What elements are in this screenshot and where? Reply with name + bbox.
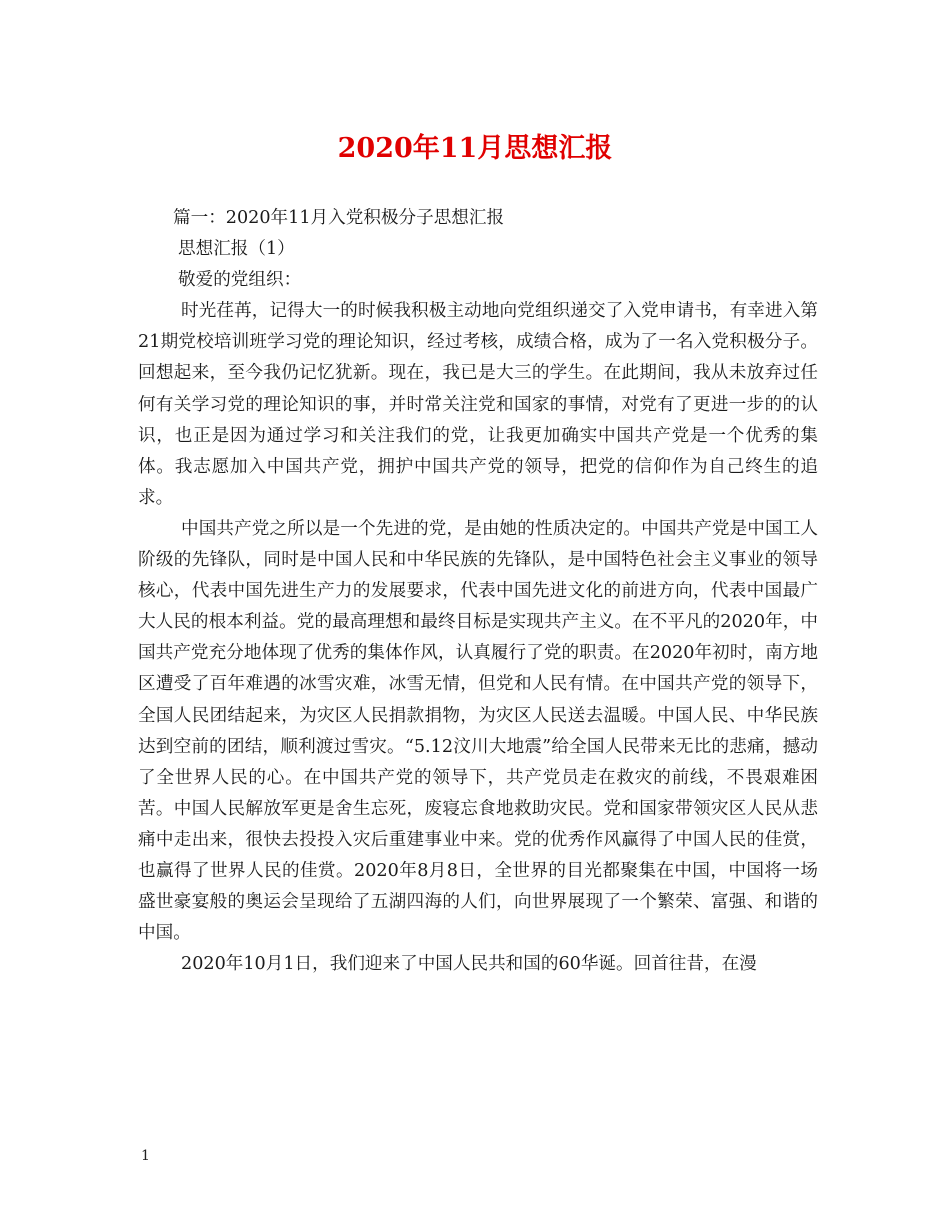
report-subtitle: 思想汇报（1） xyxy=(178,239,295,260)
body-paragraph: 中国共产党之所以是一个先进的党，是由她的性质决定的。中国共产党是中国工人阶级的先锋队，同时是中国人民和中华民族的先锋队，是中国特色社会主义事业的领导核心，代表中国先进生产力的发展要求，代表中国先进文化的前进方向，代表中国最广大人民的根本利益。党的最高理想和最终目标是实现共产主义。在不平凡的2020年，中国共产党充分地体现了优秀的集体作风，认真履行了党的职责。在2020年初时，南方地区遭受了百年难遇的冰雪灾难，冰雪无情，但党和人民有情。在中国共产党的领导下，全国人民团结起来，为灾区人民捐款捐物，为灾区人民送去温暖。中国人民、中华民族达到空前的团结，顺利渡过雪灾。“5.12汶川大地震”给全国人民带来无比的悲痛，撼动了全世界人民的心。在中国共产党的领导下，共产党员走在救灾的前线，不畏艰难困苦。中国人民解放军更是舍生忘死，废寝忘食地救助灾民。党和国家带领灾区人民从悲痛中走出来，很快去投投入灾后重建事业中来。党的优秀作风赢得了中国人民的佳赏，也赢得了世界人民的佳赏。2020年8月8日，全世界的目光都聚集在中国，中国将一场盛世豪宴般的奥运会呈现给了五湖四海的人们，向世界展现了一个繁荣、富强、和谐的中国。 xyxy=(138,518,818,944)
page-number: 1 xyxy=(141,1148,150,1164)
document-body xyxy=(138,203,818,980)
body-paragraph: 2020年10月1日，我们迎来了中国人民共和国的60华诞。回首往昔，在漫 xyxy=(181,954,757,975)
salutation: 敬爱的党组织： xyxy=(178,270,302,291)
body-paragraph: 时光荏苒，记得大一的时候我积极主动地向党组织递交了入党申请书，有幸进入第21期党校培训班学习党的理论知识，经过考核，成绩合格，成为了一名入党积极分子。回想起来，至今我仍记忆犹新。现在，我已是大三的学生。在此期间，我从未放弃过任何有关学习党的理论知识的事，并时常关注党和国家的事情，对党有了更进一步的的认识，也正是因为通过学习和关注我们的党，让我更加确实中国共产党是一个优秀的集体。我志愿加入中国共产党，拥护中国共产党的领导，把党的信仰作为自己终生的追求。 xyxy=(138,301,818,508)
section-heading: 篇一：2020年11月入党积极分子思想汇报 xyxy=(173,208,505,228)
document-title: 2020年11月思想汇报 xyxy=(337,133,613,164)
